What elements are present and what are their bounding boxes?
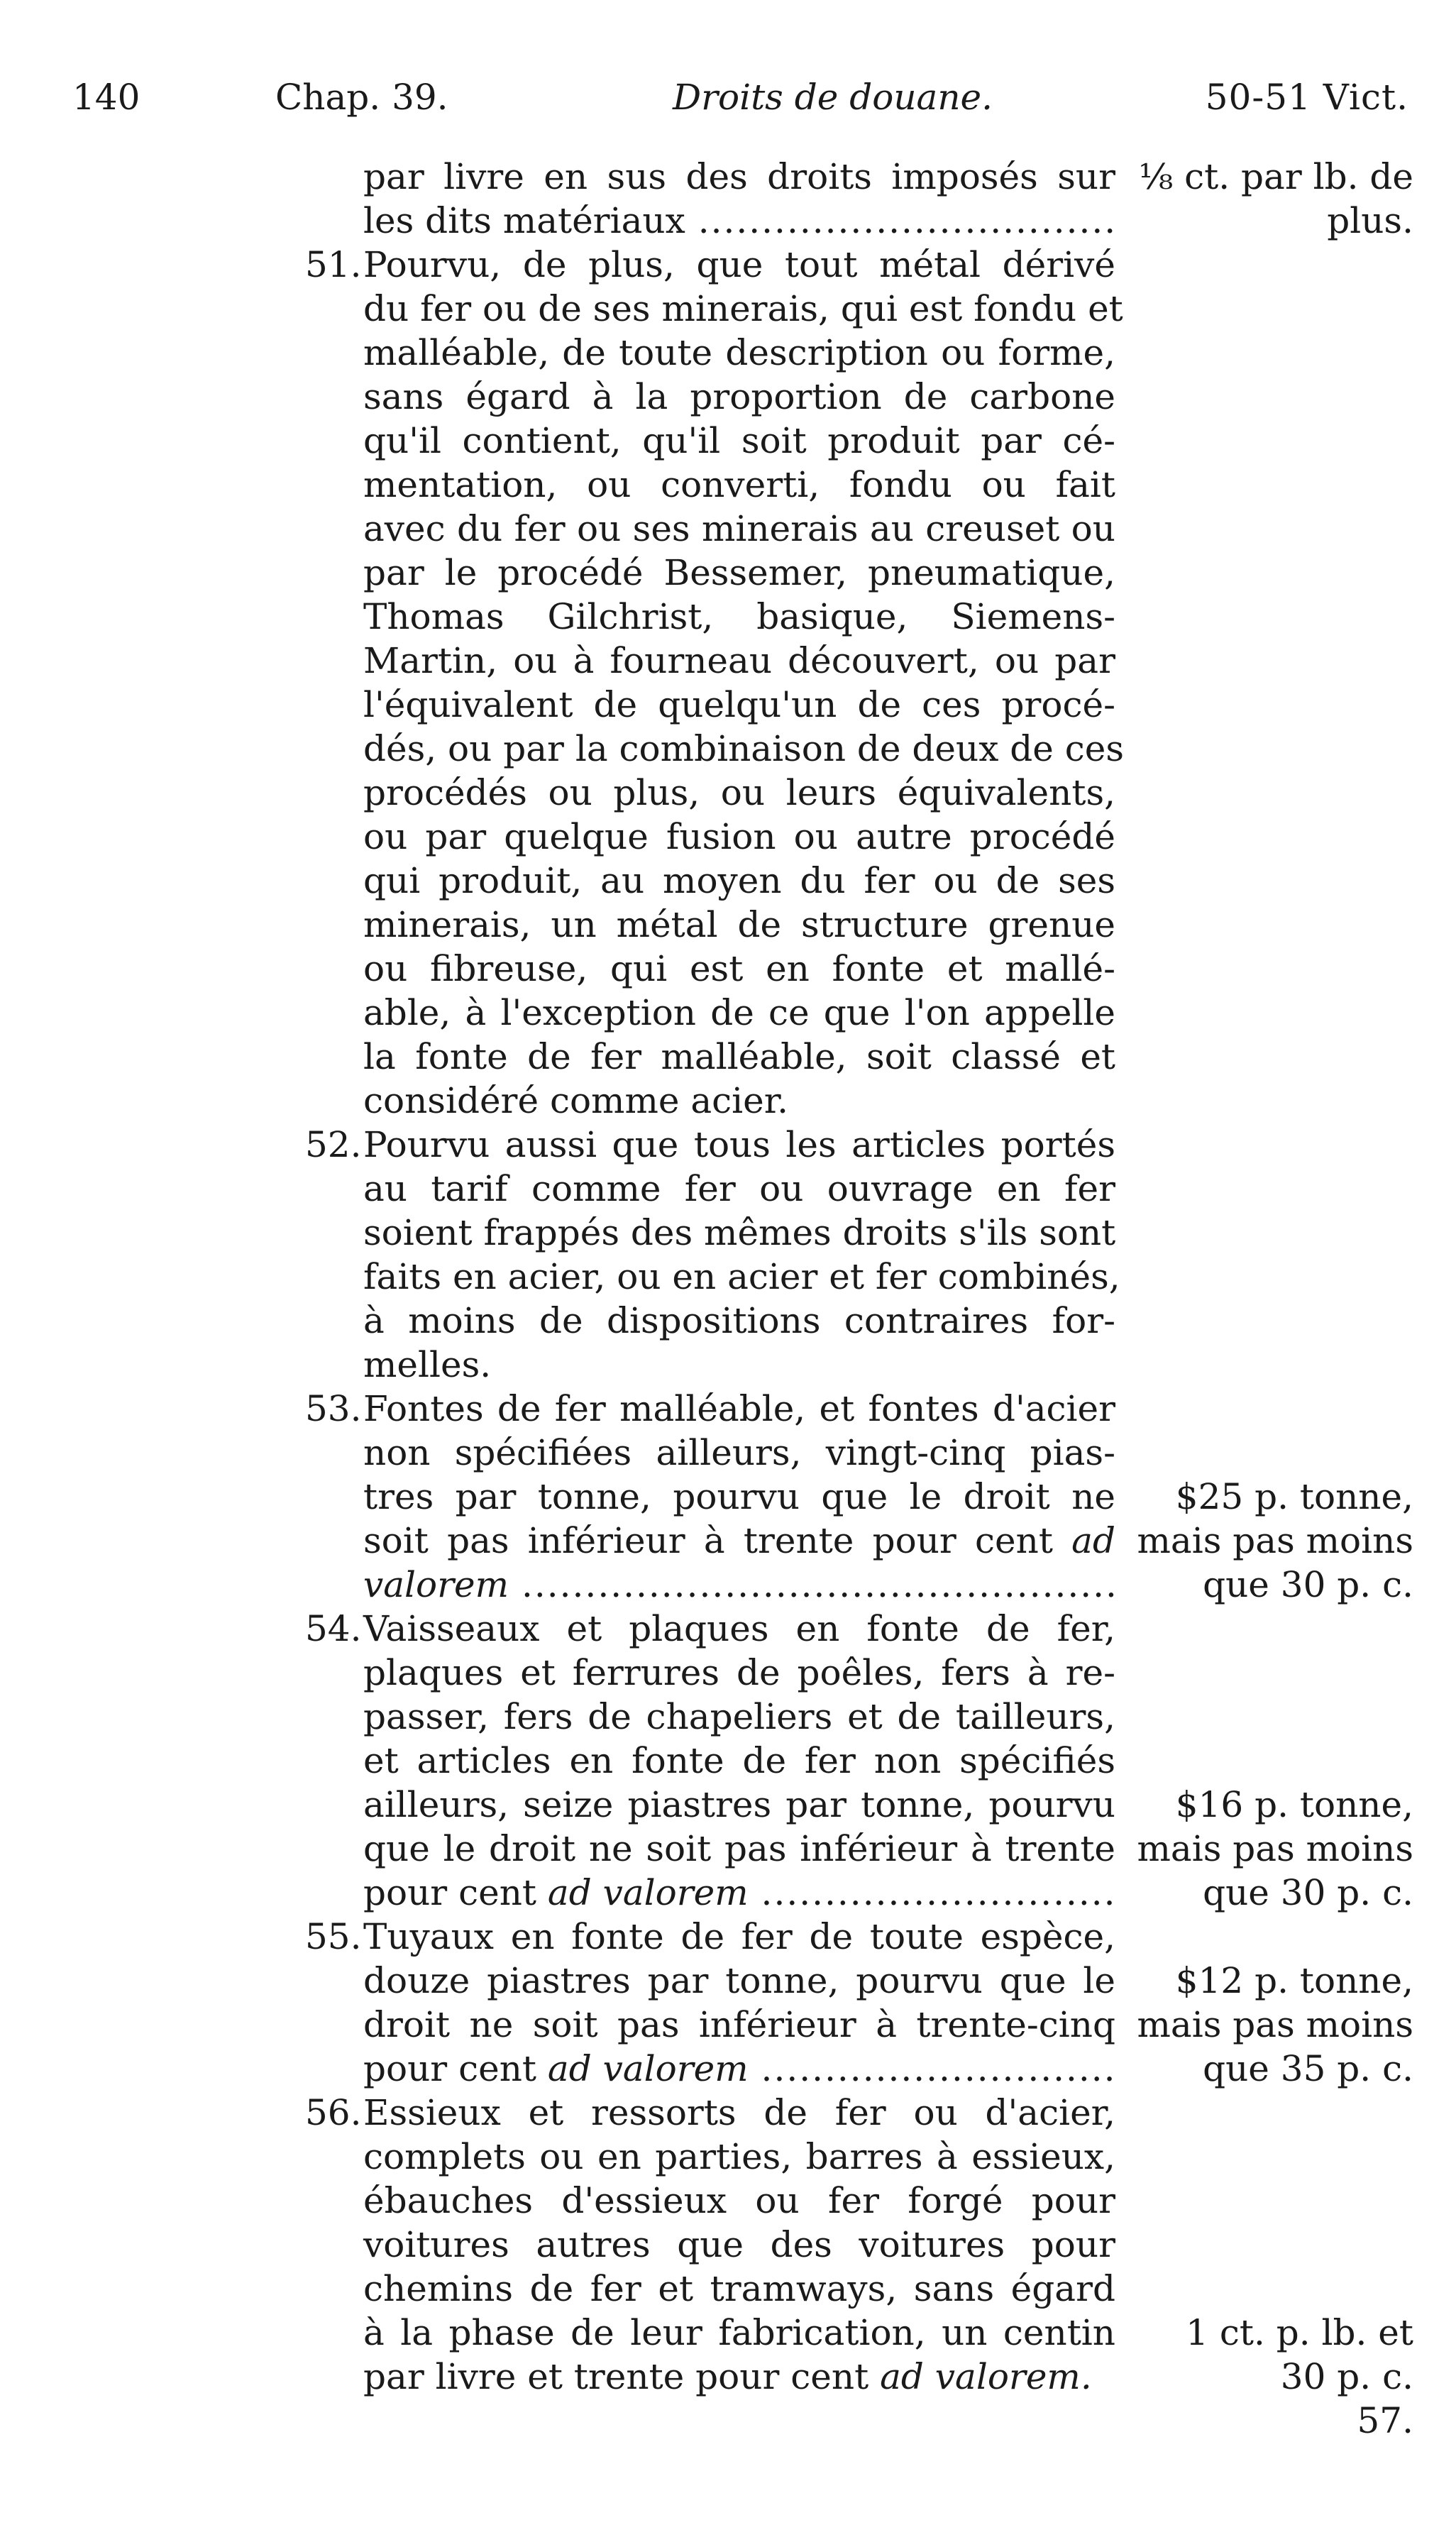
text-line	[0, 1343, 1456, 1387]
text-line	[0, 595, 1456, 639]
text-run: que le droit ne soit pas inférieur à trente	[363, 1828, 1115, 1869]
text-run: et articles en fonte de fer non spécifiés	[363, 1740, 1115, 1781]
duty-rate: mais pas moins	[1137, 1520, 1413, 1561]
page-number: 140	[72, 77, 140, 118]
text-run: par livre en sus des droits imposés sur	[363, 156, 1115, 197]
item-text	[363, 1255, 1120, 1299]
item-text	[363, 1607, 1115, 1651]
duty-rate: que 35 p. c.	[1203, 2048, 1413, 2089]
item-text	[363, 507, 1115, 551]
text-run: ou par quelque fusion ou autre procédé	[363, 816, 1115, 857]
item-text	[363, 1827, 1115, 1871]
text-line	[0, 1739, 1456, 1783]
text-run: faits en acier, ou en acier et fer combinés,	[363, 1256, 1120, 1297]
item-text	[363, 1519, 1115, 1563]
text-run: dés, ou par la combinaison de deux de ces	[363, 728, 1125, 769]
running-title: Droits de douane.	[673, 77, 993, 118]
text-line	[0, 1299, 1456, 1343]
item-text	[363, 1123, 1115, 1167]
text-run: ébauches d'essieux ou fer forgé pour	[363, 2180, 1115, 2221]
text-line	[0, 1211, 1456, 1255]
item-text	[363, 2003, 1115, 2047]
item-text	[363, 375, 1115, 419]
item-number: 55.	[305, 1916, 362, 1957]
text-line	[0, 1079, 1456, 1123]
item-text	[363, 287, 1123, 331]
text-run: l'équivalent de quelqu'un de ces procé-	[363, 684, 1115, 725]
item-number: 51.	[305, 244, 362, 285]
item-text	[363, 1343, 1115, 1387]
item-number: 53.	[305, 1388, 362, 1429]
text-run: au tarif comme fer ou ouvrage en fer	[363, 1168, 1115, 1209]
chapter-label: Chap. 39.	[275, 77, 448, 118]
text-run: les dits matériaux	[363, 200, 685, 241]
tariff-text-body	[0, 155, 1456, 2443]
duty-rate: 1 ct. p. lb. et	[1186, 2312, 1413, 2353]
text-run: voitures autres que des voitures pour	[363, 2224, 1115, 2265]
item-text	[363, 1079, 1115, 1123]
item-text	[363, 1299, 1115, 1343]
text-line	[0, 419, 1456, 463]
text-line	[0, 375, 1456, 419]
text-line	[0, 947, 1456, 991]
text-run: qui produit, au moyen du fer ou de ses	[363, 860, 1115, 901]
text-line	[0, 155, 1456, 199]
text-line	[0, 199, 1456, 243]
text-line	[0, 1431, 1456, 1475]
text-run: passer, fers de chapeliers et de tailleurs,	[363, 1696, 1115, 1737]
text-line	[0, 683, 1456, 727]
text-line	[0, 727, 1456, 771]
item-text	[363, 727, 1125, 771]
text-line	[0, 771, 1456, 815]
duty-rate: mais pas moins	[1137, 2004, 1413, 2045]
item-text	[363, 1651, 1115, 1695]
text-line	[0, 2223, 1456, 2267]
text-run: avec du fer ou ses minerais au creuset ou	[363, 508, 1115, 549]
text-run: Fontes de fer malléable, et fontes d'acier	[363, 1388, 1115, 1429]
text-line	[0, 243, 1456, 287]
item-text	[363, 903, 1115, 947]
italic-text: ad valorem	[547, 2048, 749, 2089]
text-run: Martin, ou à fourneau découvert, ou par	[363, 640, 1115, 681]
item-text	[363, 2311, 1115, 2355]
text-run: plaques et ferrures de poêles, fers à re-	[363, 1652, 1115, 1693]
text-run: ou fibreuse, qui est en fonte et mallé-	[363, 948, 1115, 989]
text-run: la fonte de fer malléable, soit classé et	[363, 1036, 1115, 1077]
text-line	[0, 1695, 1456, 1739]
text-line	[0, 1035, 1456, 1079]
item-text	[363, 1563, 1115, 1607]
text-line	[0, 463, 1456, 507]
duty-rate: 30 p. c.	[1280, 2356, 1413, 2397]
item-text	[363, 243, 1115, 287]
item-text	[363, 1475, 1115, 1519]
duty-rate: $16 p. tonne,	[1175, 1784, 1413, 1825]
text-run: à la phase de leur fabrication, un centin	[363, 2312, 1115, 2353]
italic-text: ad valorem.	[880, 2356, 1092, 2397]
item-text	[363, 639, 1115, 683]
text-run: tres par tonne, pourvu que le droit ne	[363, 1476, 1115, 1517]
text-line	[0, 1475, 1456, 1519]
item-text	[363, 1211, 1115, 1255]
duty-rate: que 30 p. c.	[1203, 1872, 1413, 1913]
text-run: à moins de dispositions contraires for-	[363, 1300, 1115, 1341]
text-run: pour cent	[363, 1872, 548, 1913]
text-run: Tuyaux en fonte de fer de toute espèce,	[363, 1916, 1115, 1957]
text-run: Pourvu aussi que tous les articles portés	[363, 1124, 1115, 1165]
text-line	[0, 1959, 1456, 2003]
item-text	[363, 2223, 1115, 2267]
text-line	[0, 2399, 1456, 2443]
text-run: Vaisseaux et plaques en fonte de fer,	[363, 1608, 1115, 1649]
item-text	[363, 1167, 1115, 1211]
text-run: able, à l'exception de ce que l'on appelle	[363, 992, 1115, 1033]
item-text	[363, 2047, 1115, 2091]
text-line	[0, 2003, 1456, 2047]
duty-rate: mais pas moins	[1137, 1828, 1413, 1869]
item-number: 52.	[305, 1124, 362, 1165]
item-text	[363, 1695, 1115, 1739]
italic-text: valorem	[363, 1564, 509, 1605]
text-line	[0, 1871, 1456, 1915]
italic-text: ad valorem	[547, 1872, 749, 1913]
duty-rate: $12 p. tonne,	[1175, 1960, 1413, 2001]
text-line	[0, 551, 1456, 595]
text-line	[0, 1607, 1456, 1651]
item-text	[363, 1783, 1115, 1827]
item-text	[363, 683, 1115, 727]
regnal-year: 50-51 Vict.	[1205, 77, 1408, 118]
text-line	[0, 991, 1456, 1035]
text-line	[0, 1651, 1456, 1695]
item-text	[363, 1431, 1115, 1475]
text-line	[0, 2267, 1456, 2311]
duty-rate: plus.	[1327, 200, 1413, 241]
item-text	[363, 1035, 1115, 1079]
text-run: pour cent	[363, 2048, 548, 2089]
text-run: malléable, de toute description ou forme,	[363, 332, 1115, 373]
item-text	[363, 595, 1115, 639]
item-text	[363, 1739, 1115, 1783]
text-line	[0, 1563, 1456, 1607]
text-line	[0, 1827, 1456, 1871]
running-header	[0, 72, 1456, 122]
italic-text: ad	[1071, 1520, 1115, 1561]
item-number: 54.	[305, 1608, 362, 1649]
item-text	[363, 771, 1115, 815]
text-run: mentation, ou converti, fondu ou fait	[363, 464, 1115, 505]
duty-rate: $25 p. tonne,	[1175, 1476, 1413, 1517]
text-line	[0, 1519, 1456, 1563]
text-line	[0, 1255, 1456, 1299]
text-line	[0, 2091, 1456, 2135]
item-text	[363, 2179, 1115, 2223]
text-run: douze piastres par tonne, pourvu que le	[363, 1960, 1115, 2001]
duty-rate: ⅛ ct. par lb. de	[1138, 156, 1413, 197]
item-text	[363, 2091, 1115, 2135]
text-run: soit pas inférieur à trente pour cent	[363, 1520, 1072, 1561]
text-line	[0, 507, 1456, 551]
item-text	[363, 815, 1115, 859]
item-text	[363, 1387, 1115, 1431]
text-run: soient frappés des mêmes droits s'ils sont	[363, 1212, 1116, 1253]
text-run: Pourvu, de plus, que tout métal dérivé	[363, 244, 1115, 285]
text-run: par livre et trente pour cent	[363, 2356, 881, 2397]
text-line	[0, 331, 1456, 375]
text-run: du fer ou de ses minerais, qui est fondu et	[363, 288, 1123, 329]
item-text	[363, 419, 1115, 463]
text-line	[0, 815, 1456, 859]
item-text	[363, 2267, 1115, 2311]
text-run: complets ou en parties, barres à essieux,	[363, 2136, 1115, 2177]
item-number: 56.	[305, 2092, 362, 2133]
item-text	[363, 1915, 1115, 1959]
text-run: procédés ou plus, ou leurs équivalents,	[363, 772, 1115, 813]
text-run: qu'il contient, qu'il soit produit par cé-	[363, 420, 1115, 461]
item-text	[363, 2355, 1115, 2399]
text-line	[0, 2179, 1456, 2223]
text-line	[0, 859, 1456, 903]
text-line	[0, 1123, 1456, 1167]
item-text	[363, 859, 1115, 903]
item-text	[363, 1959, 1115, 2003]
text-run: ailleurs, seize piastres par tonne, pourvu	[363, 1784, 1115, 1825]
text-line	[0, 2047, 1456, 2091]
text-run: Essieux et ressorts de fer ou d'acier,	[363, 2092, 1115, 2133]
text-line	[0, 903, 1456, 947]
item-text	[363, 1871, 1115, 1915]
text-line	[0, 1783, 1456, 1827]
text-run: melles.	[363, 1344, 492, 1385]
text-line	[0, 2135, 1456, 2179]
item-text	[363, 331, 1115, 375]
item-text	[363, 2135, 1115, 2179]
text-run: non spécifiées ailleurs, vingt-cinq pias-	[363, 1432, 1115, 1473]
item-text	[363, 947, 1115, 991]
text-line	[0, 2355, 1456, 2399]
text-run: par le procédé Bessemer, pneumatique,	[363, 552, 1115, 593]
text-line	[0, 639, 1456, 683]
text-run: droit ne soit pas inférieur à trente-cinq	[363, 2004, 1115, 2045]
text-run: considéré comme acier.	[363, 1080, 789, 1121]
text-run: Thomas Gilchrist, basique, Siemens-	[363, 596, 1115, 637]
item-text	[363, 199, 1115, 243]
item-text	[363, 463, 1115, 507]
text-line	[0, 2311, 1456, 2355]
text-run: chemins de fer et tramways, sans égard	[363, 2268, 1115, 2309]
duty-rate: que 30 p. c.	[1203, 1564, 1413, 1605]
item-text	[363, 991, 1115, 1035]
text-line	[0, 1387, 1456, 1431]
text-line	[0, 1915, 1456, 1959]
catchword: 57.	[1357, 2400, 1413, 2441]
item-text	[363, 155, 1115, 199]
item-text	[363, 551, 1115, 595]
text-line	[0, 287, 1456, 331]
text-run: minerais, un métal de structure grenue	[363, 904, 1115, 945]
text-run: sans égard à la proportion de carbone	[363, 376, 1115, 417]
text-line	[0, 1167, 1456, 1211]
